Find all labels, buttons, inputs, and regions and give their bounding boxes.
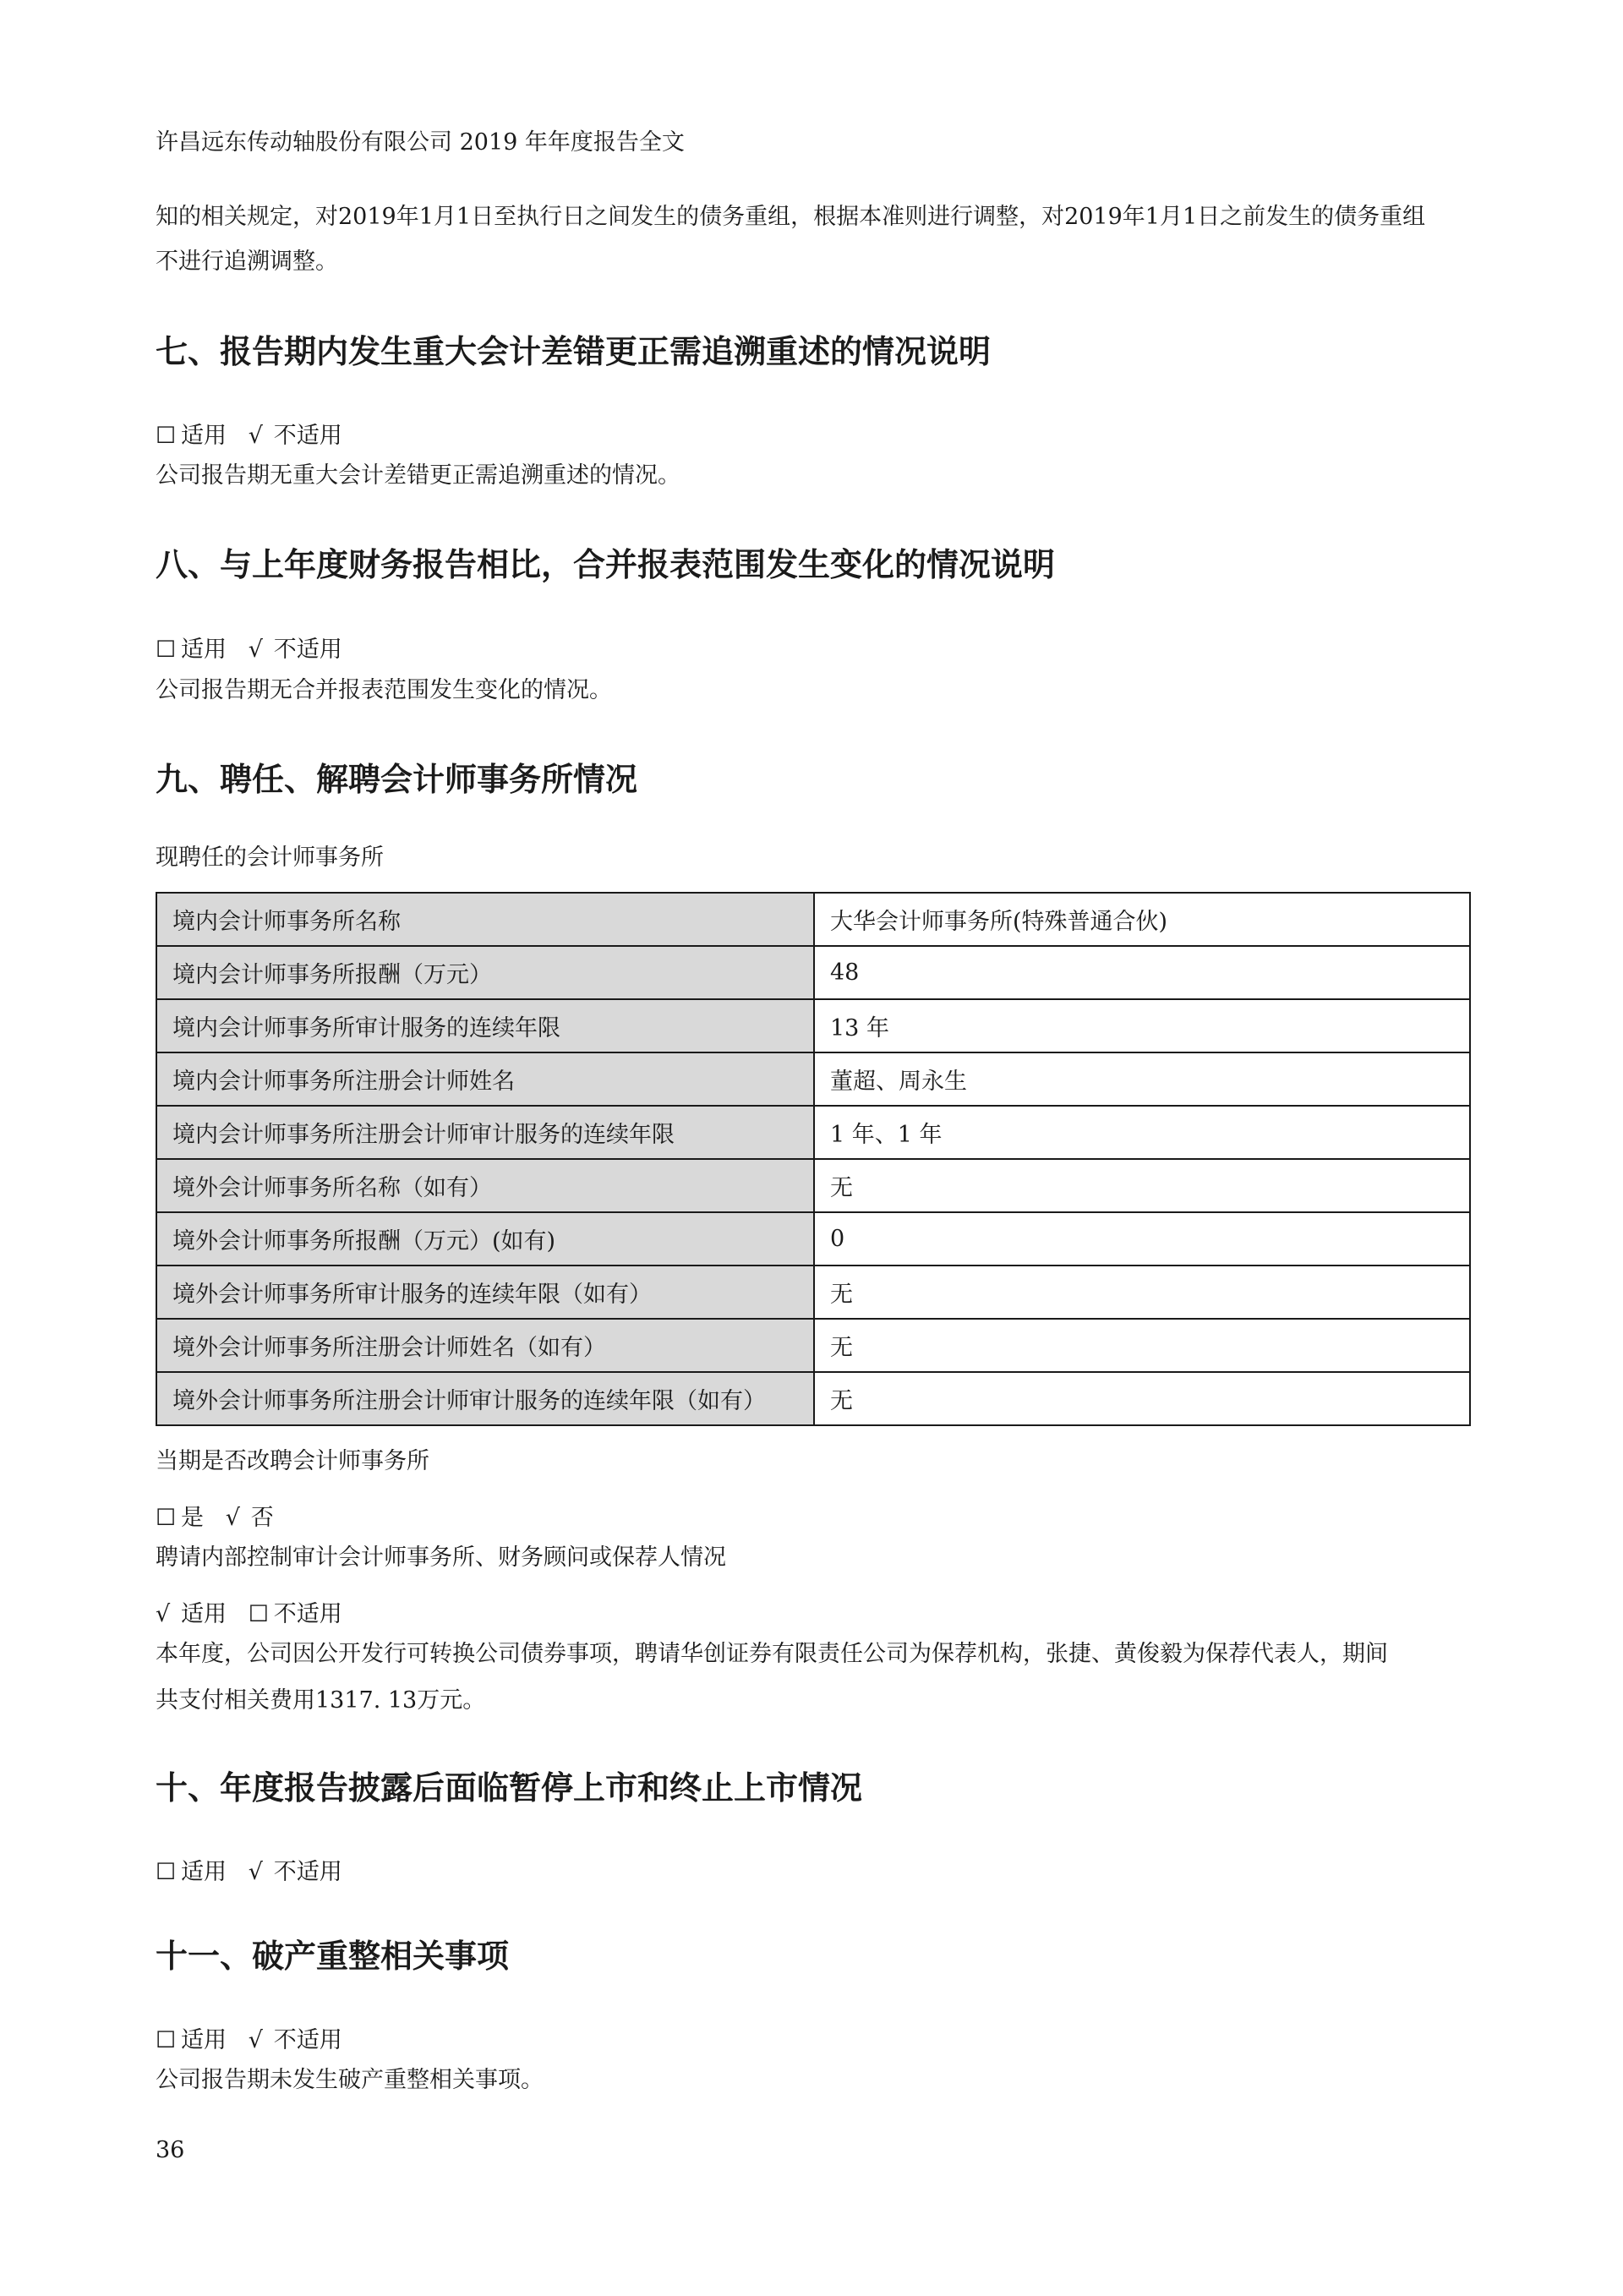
change-firm-question: 当期是否改聘会计师事务所 — [156, 1448, 429, 1474]
option-label: 是 — [181, 1505, 204, 1531]
table-value-cell: 13 年 — [814, 999, 1470, 1052]
change-firm-options — [156, 1499, 274, 1532]
table-key-cell: 境内会计师事务所名称 — [156, 893, 814, 946]
option-label: 适用 — [181, 423, 227, 449]
table-row — [156, 1319, 1470, 1372]
section-8-applicability — [156, 631, 342, 664]
table-key-cell: 境外会计师事务所报酬（万元）(如有) — [156, 1212, 814, 1266]
table-key-cell: 境外会计师事务所审计服务的连续年限（如有） — [156, 1266, 814, 1319]
section-8-title: 八、与上年度财务报告相比，合并报表范围发生变化的情况说明 — [156, 546, 1056, 583]
checkbox-empty-icon: ☐ — [156, 423, 177, 449]
table-value-cell: 1 年、1 年 — [814, 1106, 1470, 1159]
section-8-text: 公司报告期无合并报表范围发生变化的情况。 — [156, 677, 612, 703]
table-key-cell: 境外会计师事务所注册会计师审计服务的连续年限（如有） — [156, 1372, 814, 1425]
table-key-cell: 境内会计师事务所审计服务的连续年限 — [156, 999, 814, 1052]
checkmark-icon: √ — [248, 423, 263, 449]
option-label: 不适用 — [273, 2027, 342, 2053]
page-header: 许昌远东传动轴股份有限公司 2019 年年度报告全文 — [156, 129, 685, 156]
checkmark-icon: √ — [248, 1859, 263, 1885]
table-value-cell: 无 — [814, 1372, 1470, 1425]
checkbox-empty-icon: ☐ — [156, 2027, 177, 2053]
table-row — [156, 1106, 1470, 1159]
table-value-cell: 0 — [814, 1212, 1470, 1266]
checkbox-empty-icon: ☐ — [156, 1505, 177, 1531]
table-value-cell: 董超、周永生 — [814, 1052, 1470, 1106]
section-10-applicability — [156, 1853, 342, 1886]
internal-control-text-1: 本年度，公司因公开发行可转换公司债券事项，聘请华创证券有限责任公司为保荐机构，张捷、黄俊毅为保荐代表人，期间 — [156, 1641, 1388, 1667]
checkmark-icon: √ — [156, 1601, 171, 1627]
checkmark-icon: √ — [248, 2027, 263, 2053]
option-label: 不适用 — [273, 423, 342, 449]
section-7-applicability — [156, 417, 342, 450]
table-row — [156, 999, 1470, 1052]
internal-control-question: 聘请内部控制审计会计师事务所、财务顾问或保荐人情况 — [156, 1544, 726, 1571]
option-label: 适用 — [181, 1601, 227, 1627]
intro-line-2: 不进行追溯调整。 — [156, 249, 338, 275]
internal-control-text-2: 共支付相关费用1317. 13万元。 — [156, 1687, 486, 1714]
section-9-title: 九、聘任、解聘会计师事务所情况 — [156, 761, 638, 798]
table-row — [156, 1372, 1470, 1425]
table-key-cell: 境内会计师事务所注册会计师审计服务的连续年限 — [156, 1106, 814, 1159]
checkbox-empty-icon: ☐ — [248, 1601, 269, 1627]
table-row — [156, 946, 1470, 999]
option-label: 适用 — [181, 1859, 227, 1885]
section-11-title: 十一、破产重整相关事项 — [156, 1938, 510, 1975]
section-7-text: 公司报告期无重大会计差错更正需追溯重述的情况。 — [156, 462, 680, 489]
table-value-cell: 无 — [814, 1319, 1470, 1372]
table-caption: 现聘任的会计师事务所 — [156, 845, 384, 871]
table-row — [156, 1159, 1470, 1212]
checkmark-icon: √ — [225, 1505, 240, 1531]
accounting-firm-table — [156, 892, 1471, 1426]
table-key-cell: 境外会计师事务所注册会计师姓名（如有） — [156, 1319, 814, 1372]
section-10-title: 十、年度报告披露后面临暂停上市和终止上市情况 — [156, 1769, 863, 1807]
section-11-text: 公司报告期未发生破产重整相关事项。 — [156, 2067, 544, 2093]
table-value-cell: 无 — [814, 1159, 1470, 1212]
checkbox-empty-icon: ☐ — [156, 637, 177, 663]
option-label: 不适用 — [273, 1859, 342, 1885]
checkbox-empty-icon: ☐ — [156, 1859, 177, 1885]
section-7-title: 七、报告期内发生重大会计差错更正需追溯重述的情况说明 — [156, 333, 992, 370]
table-value-cell: 无 — [814, 1266, 1470, 1319]
section-11-applicability — [156, 2021, 342, 2054]
checkmark-icon: √ — [248, 637, 263, 663]
option-label: 不适用 — [273, 1601, 342, 1627]
option-label: 适用 — [181, 2027, 227, 2053]
page-number: 36 — [156, 2137, 185, 2163]
table-key-cell: 境外会计师事务所名称（如有） — [156, 1159, 814, 1212]
table-row — [156, 1212, 1470, 1266]
option-label: 适用 — [181, 637, 227, 663]
table-row — [156, 1266, 1470, 1319]
option-label: 否 — [250, 1505, 274, 1531]
table-row — [156, 1052, 1470, 1106]
intro-line-1: 知的相关规定，对2019年1月1日至执行日之间发生的债务重组，根据本准则进行调整，对2019年1月1日之前发生的债务重组 — [156, 204, 1426, 230]
internal-control-options — [156, 1595, 342, 1628]
table-value-cell: 48 — [814, 946, 1470, 999]
table-key-cell: 境内会计师事务所注册会计师姓名 — [156, 1052, 814, 1106]
option-label: 不适用 — [273, 637, 342, 663]
table-row — [156, 893, 1470, 946]
table-value-cell: 大华会计师事务所(特殊普通合伙) — [814, 893, 1470, 946]
table-key-cell: 境内会计师事务所报酬（万元） — [156, 946, 814, 999]
